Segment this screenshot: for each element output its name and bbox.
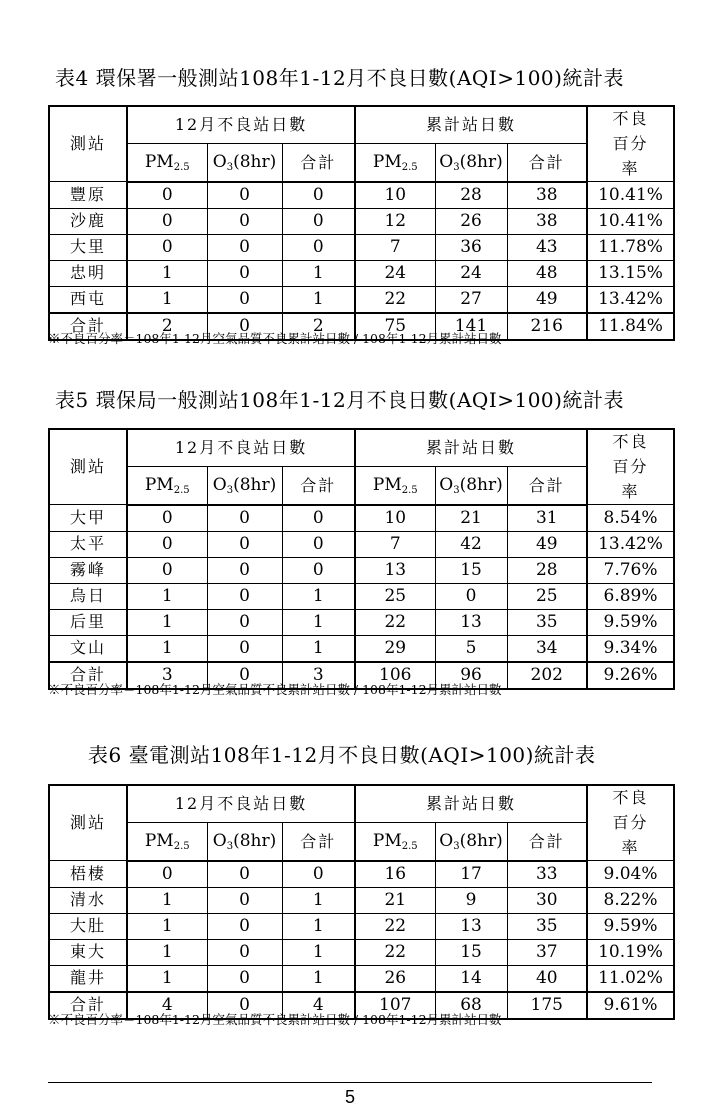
cell-rate: 7.76% xyxy=(587,557,674,583)
station-name: 后里 xyxy=(49,609,127,635)
cell-rate: 13.42% xyxy=(587,531,674,557)
cell-rate: 8.22% xyxy=(587,887,674,913)
rate-header: 不良百分率 xyxy=(587,785,674,861)
o3-header xyxy=(207,144,282,182)
station-name: 沙鹿 xyxy=(49,208,127,234)
cell-m-pm: 0 xyxy=(127,505,207,532)
table-row xyxy=(49,913,674,939)
o3-subscript: 3 xyxy=(226,485,234,497)
o3-header xyxy=(435,467,507,505)
cell-m-o3: 0 xyxy=(207,557,282,583)
cell-c-total: 28 xyxy=(507,557,587,583)
table-title: 表4 環保署一般測站108年1-12月不良日數(AQI>100)統計表 xyxy=(55,66,624,90)
cell-c-total: 35 xyxy=(507,609,587,635)
cell-m-pm: 3 xyxy=(127,662,207,689)
cell-c-o3: 68 xyxy=(435,992,507,1019)
station-name: 西屯 xyxy=(49,286,127,313)
stat-table xyxy=(48,105,675,341)
table-row xyxy=(49,609,674,635)
cell-rate: 9.61% xyxy=(587,992,674,1019)
station-name: 忠明 xyxy=(49,260,127,286)
table-row xyxy=(49,286,674,313)
cell-c-o3: 14 xyxy=(435,965,507,992)
cell-rate: 9.04% xyxy=(587,861,674,888)
cell-m-o3: 0 xyxy=(207,182,282,209)
cell-c-total: 38 xyxy=(507,182,587,209)
o3-header xyxy=(207,823,282,861)
header-row xyxy=(49,467,674,505)
cell-m-pm: 0 xyxy=(127,861,207,888)
cell-c-pm: 7 xyxy=(355,531,435,557)
footer-divider xyxy=(48,1082,652,1083)
cell-c-total: 31 xyxy=(507,505,587,532)
cell-c-pm: 26 xyxy=(355,965,435,992)
cell-c-total: 35 xyxy=(507,913,587,939)
cell-m-pm: 1 xyxy=(127,887,207,913)
cell-c-o3: 9 xyxy=(435,887,507,913)
cell-m-pm: 1 xyxy=(127,635,207,662)
pm-label: PM xyxy=(144,475,174,496)
cell-c-pm: 10 xyxy=(355,182,435,209)
pm-subscript: 2.5 xyxy=(173,841,190,853)
cell-c-pm: 10 xyxy=(355,505,435,532)
cell-m-o3: 0 xyxy=(207,505,282,532)
cell-m-o3: 0 xyxy=(207,861,282,888)
cell-m-total: 4 xyxy=(282,992,355,1019)
table-footnote: ※不良百分率＝108年1-12月空氣品質不良累計站日數 / 108年1-12月累計站日數 xyxy=(48,331,502,346)
cell-rate: 11.78% xyxy=(587,234,674,260)
table-row xyxy=(49,965,674,992)
cell-m-o3: 0 xyxy=(207,531,282,557)
table-row xyxy=(49,234,674,260)
o3-averaging: (8hr) xyxy=(233,152,277,173)
total-header: 合計 xyxy=(507,823,587,861)
cell-m-total: 1 xyxy=(282,913,355,939)
cell-c-o3: 96 xyxy=(435,662,507,689)
cell-m-pm: 4 xyxy=(127,992,207,1019)
month-group-header: 12月不良站日數 xyxy=(127,785,355,823)
cell-rate: 9.26% xyxy=(587,662,674,689)
o3-averaging: (8hr) xyxy=(233,831,277,852)
cell-m-total: 1 xyxy=(282,635,355,662)
pm-label: PM xyxy=(144,152,174,173)
cell-m-pm: 1 xyxy=(127,913,207,939)
table-footnote: ※不良百分率＝108年1-12月空氣品質不良累計站日數 / 108年1-12月累計站日數 xyxy=(48,682,502,697)
cell-c-pm: 107 xyxy=(355,992,435,1019)
cell-m-total: 0 xyxy=(282,208,355,234)
cell-c-total: 202 xyxy=(507,662,587,689)
cell-m-total: 3 xyxy=(282,662,355,689)
cell-rate: 9.59% xyxy=(587,609,674,635)
cell-m-total: 1 xyxy=(282,609,355,635)
station-name: 合計 xyxy=(49,992,127,1019)
cell-m-total: 0 xyxy=(282,557,355,583)
pm25-header xyxy=(355,823,435,861)
cell-m-o3: 0 xyxy=(207,965,282,992)
o3-subscript: 3 xyxy=(453,841,460,853)
table-title: 表6 臺電測站108年1-12月不良日數(AQI>100)統計表 xyxy=(88,743,596,767)
cell-c-o3: 36 xyxy=(435,234,507,260)
station-name: 合計 xyxy=(49,313,127,340)
cell-m-o3: 0 xyxy=(207,313,282,340)
cell-m-total: 2 xyxy=(282,313,355,340)
cell-c-o3: 27 xyxy=(435,286,507,313)
station-name: 梧棲 xyxy=(49,861,127,888)
cell-c-pm: 13 xyxy=(355,557,435,583)
cell-c-total: 48 xyxy=(507,260,587,286)
station-name: 太平 xyxy=(49,531,127,557)
page-number: 5 xyxy=(344,1087,355,1107)
cell-m-o3: 0 xyxy=(207,234,282,260)
cell-rate: 11.84% xyxy=(587,313,674,340)
cell-m-pm: 1 xyxy=(127,939,207,965)
table-row xyxy=(49,583,674,609)
o3-label: O xyxy=(439,831,454,852)
cell-m-pm: 0 xyxy=(127,208,207,234)
table-row xyxy=(49,887,674,913)
cell-c-o3: 28 xyxy=(435,182,507,209)
o3-averaging: (8hr) xyxy=(459,152,503,173)
cell-m-total: 0 xyxy=(282,182,355,209)
station-name: 文山 xyxy=(49,635,127,662)
month-group-header: 12月不良站日數 xyxy=(127,429,355,467)
cell-m-pm: 1 xyxy=(127,286,207,313)
o3-averaging: (8hr) xyxy=(233,475,277,496)
pm25-header xyxy=(127,823,207,861)
table-row xyxy=(49,939,674,965)
table-row xyxy=(49,557,674,583)
cell-m-total: 0 xyxy=(282,861,355,888)
pm-label: PM xyxy=(144,831,174,852)
cell-rate: 13.15% xyxy=(587,260,674,286)
total-header: 合計 xyxy=(282,467,355,505)
cell-c-pm: 106 xyxy=(355,662,435,689)
total-header: 合計 xyxy=(282,144,355,182)
cell-m-pm: 0 xyxy=(127,557,207,583)
table-row xyxy=(49,505,674,532)
cell-c-total: 175 xyxy=(507,992,587,1019)
cumulative-group-header: 累計站日數 xyxy=(355,106,587,144)
o3-subscript: 3 xyxy=(226,162,234,174)
cell-c-pm: 22 xyxy=(355,939,435,965)
o3-label: O xyxy=(212,831,227,852)
cumulative-group-header: 累計站日數 xyxy=(355,785,587,823)
cell-c-total: 216 xyxy=(507,313,587,340)
o3-subscript: 3 xyxy=(453,162,460,174)
station-name: 大肚 xyxy=(49,913,127,939)
pm25-header xyxy=(127,144,207,182)
cell-m-pm: 2 xyxy=(127,313,207,340)
cell-m-o3: 0 xyxy=(207,887,282,913)
station-header: 測站 xyxy=(49,106,127,182)
cell-c-pm: 22 xyxy=(355,286,435,313)
cell-c-pm: 24 xyxy=(355,260,435,286)
o3-header xyxy=(207,467,282,505)
pm-subscript: 2.5 xyxy=(401,162,418,174)
pm-label: PM xyxy=(372,831,402,852)
station-name: 龍井 xyxy=(49,965,127,992)
cell-c-total: 33 xyxy=(507,861,587,888)
cell-c-pm: 25 xyxy=(355,583,435,609)
header-row xyxy=(49,106,674,144)
cell-m-total: 1 xyxy=(282,965,355,992)
cell-m-o3: 0 xyxy=(207,208,282,234)
table-footnote: ※不良百分率＝108年1-12月空氣品質不良累計站日數 / 108年1-12月累計站日數 xyxy=(48,1012,502,1027)
cell-m-pm: 0 xyxy=(127,531,207,557)
station-name: 合計 xyxy=(49,662,127,689)
cell-m-total: 0 xyxy=(282,234,355,260)
cell-c-o3: 15 xyxy=(435,939,507,965)
cell-rate: 10.41% xyxy=(587,208,674,234)
cell-c-total: 34 xyxy=(507,635,587,662)
o3-header xyxy=(435,144,507,182)
o3-header xyxy=(435,823,507,861)
cell-c-total: 25 xyxy=(507,583,587,609)
pm-subscript: 2.5 xyxy=(401,841,418,853)
table-row xyxy=(49,531,674,557)
station-header: 測站 xyxy=(49,785,127,861)
station-name: 大里 xyxy=(49,234,127,260)
cell-m-pm: 0 xyxy=(127,234,207,260)
pm25-header xyxy=(355,467,435,505)
cell-m-total: 0 xyxy=(282,505,355,532)
table-title: 表5 環保局一般測站108年1-12月不良日數(AQI>100)統計表 xyxy=(55,388,624,412)
station-name: 大甲 xyxy=(49,505,127,532)
cell-m-total: 1 xyxy=(282,286,355,313)
month-group-header: 12月不良站日數 xyxy=(127,106,355,144)
o3-averaging: (8hr) xyxy=(459,831,503,852)
cell-c-o3: 141 xyxy=(435,313,507,340)
cell-c-o3: 5 xyxy=(435,635,507,662)
table-row xyxy=(49,861,674,888)
pm-subscript: 2.5 xyxy=(173,162,190,174)
pm-label: PM xyxy=(372,475,402,496)
total-header: 合計 xyxy=(507,467,587,505)
cell-c-o3: 13 xyxy=(435,609,507,635)
cell-m-pm: 1 xyxy=(127,583,207,609)
table-row xyxy=(49,208,674,234)
cell-rate: 10.41% xyxy=(587,182,674,209)
cell-c-pm: 22 xyxy=(355,913,435,939)
cell-c-pm: 12 xyxy=(355,208,435,234)
stat-table xyxy=(48,428,675,690)
cell-m-o3: 0 xyxy=(207,635,282,662)
cell-m-o3: 0 xyxy=(207,913,282,939)
cell-m-o3: 0 xyxy=(207,260,282,286)
cell-c-total: 30 xyxy=(507,887,587,913)
table-row xyxy=(49,182,674,209)
o3-subscript: 3 xyxy=(453,485,460,497)
cell-c-total: 37 xyxy=(507,939,587,965)
cell-rate: 10.19% xyxy=(587,939,674,965)
cell-c-o3: 21 xyxy=(435,505,507,532)
o3-label: O xyxy=(439,152,454,173)
o3-label: O xyxy=(212,152,227,173)
cell-rate: 9.34% xyxy=(587,635,674,662)
pm-label: PM xyxy=(372,152,402,173)
cell-c-total: 40 xyxy=(507,965,587,992)
cell-c-pm: 29 xyxy=(355,635,435,662)
cell-c-total: 38 xyxy=(507,208,587,234)
header-row xyxy=(49,429,674,467)
cell-c-total: 49 xyxy=(507,531,587,557)
cell-c-o3: 13 xyxy=(435,913,507,939)
cell-m-total: 1 xyxy=(282,939,355,965)
cell-c-pm: 7 xyxy=(355,234,435,260)
cell-rate: 11.02% xyxy=(587,965,674,992)
cumulative-group-header: 累計站日數 xyxy=(355,429,587,467)
cell-c-total: 49 xyxy=(507,286,587,313)
header-row xyxy=(49,144,674,182)
cell-m-o3: 0 xyxy=(207,992,282,1019)
cell-m-pm: 0 xyxy=(127,182,207,209)
cell-m-o3: 0 xyxy=(207,286,282,313)
stat-table xyxy=(48,784,675,1020)
cell-c-pm: 21 xyxy=(355,887,435,913)
station-name: 霧峰 xyxy=(49,557,127,583)
pm25-header xyxy=(127,467,207,505)
cell-c-o3: 42 xyxy=(435,531,507,557)
cell-c-o3: 26 xyxy=(435,208,507,234)
cell-m-total: 1 xyxy=(282,260,355,286)
cell-rate: 13.42% xyxy=(587,286,674,313)
cell-rate: 8.54% xyxy=(587,505,674,532)
cell-rate: 9.59% xyxy=(587,913,674,939)
cell-m-pm: 1 xyxy=(127,965,207,992)
cell-c-total: 43 xyxy=(507,234,587,260)
cell-m-pm: 1 xyxy=(127,260,207,286)
station-name: 烏日 xyxy=(49,583,127,609)
cell-c-o3: 24 xyxy=(435,260,507,286)
station-name: 東大 xyxy=(49,939,127,965)
header-row xyxy=(49,823,674,861)
table-row xyxy=(49,635,674,662)
station-header: 測站 xyxy=(49,429,127,505)
rate-header: 不良百分率 xyxy=(587,429,674,505)
cell-m-pm: 1 xyxy=(127,609,207,635)
cell-m-o3: 0 xyxy=(207,609,282,635)
cell-c-o3: 0 xyxy=(435,583,507,609)
cell-m-o3: 0 xyxy=(207,939,282,965)
cell-m-total: 1 xyxy=(282,887,355,913)
cell-m-total: 1 xyxy=(282,583,355,609)
total-header: 合計 xyxy=(507,144,587,182)
station-name: 豐原 xyxy=(49,182,127,209)
cell-rate: 6.89% xyxy=(587,583,674,609)
o3-subscript: 3 xyxy=(226,841,234,853)
cell-m-o3: 0 xyxy=(207,662,282,689)
cell-c-o3: 17 xyxy=(435,861,507,888)
pm-subscript: 2.5 xyxy=(401,485,418,497)
cell-c-pm: 75 xyxy=(355,313,435,340)
o3-label: O xyxy=(439,475,454,496)
table-row xyxy=(49,260,674,286)
station-name: 清水 xyxy=(49,887,127,913)
cell-c-pm: 22 xyxy=(355,609,435,635)
o3-averaging: (8hr) xyxy=(459,475,503,496)
o3-label: O xyxy=(212,475,227,496)
total-header: 合計 xyxy=(282,823,355,861)
pm-subscript: 2.5 xyxy=(173,485,190,497)
header-row xyxy=(49,785,674,823)
pm25-header xyxy=(355,144,435,182)
cell-c-pm: 16 xyxy=(355,861,435,888)
cell-m-o3: 0 xyxy=(207,583,282,609)
cell-c-o3: 15 xyxy=(435,557,507,583)
rate-header: 不良百分率 xyxy=(587,106,674,182)
cell-m-total: 0 xyxy=(282,531,355,557)
